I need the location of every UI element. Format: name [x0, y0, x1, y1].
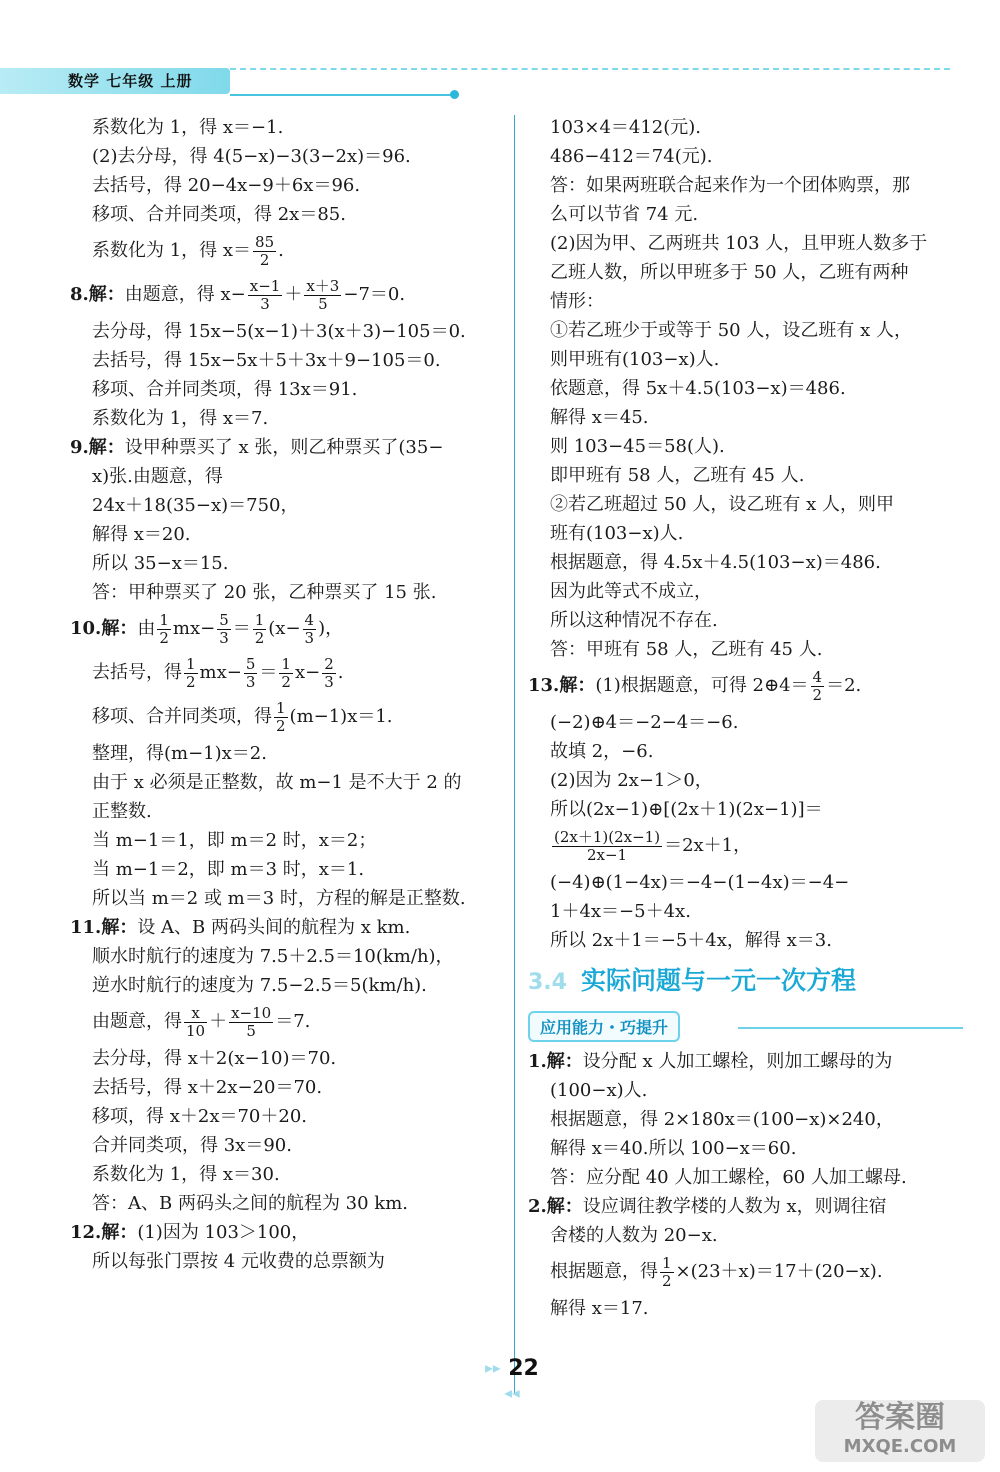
fraction-numerator: 1 [281, 654, 291, 673]
text-line: 乙班人数，所以甲班多于 50 人，乙班有两种 [550, 262, 909, 283]
text-run: ＝2x＋1， [664, 835, 752, 856]
text-line: 整理，得(m−1)x＝2. [92, 743, 267, 764]
text-line: 当 m−1＝1，即 m＝2 时，x＝2； [92, 830, 377, 851]
fraction [274, 700, 288, 735]
watermark-bottom: MXQE.COM [843, 1436, 957, 1457]
text-line: 舍楼的人数为 20−x. [550, 1225, 718, 1246]
text-line: (2)因为 2x−1＞0， [550, 770, 713, 791]
problem-12 [70, 1218, 504, 1247]
text-run: . [337, 662, 344, 683]
text-line: ②若乙班超过 50 人，设乙班有 x 人，则甲 [550, 494, 894, 515]
text-run: (m−1)x＝1. [289, 706, 393, 727]
problem-number: 10.解： [70, 618, 138, 639]
page-arrow-left-icon: ▶▶ [485, 1363, 501, 1375]
text-line: 所以(2x−1)⊕[(2x＋1)(2x−1)]＝ [550, 799, 823, 820]
text-line: 情形： [550, 291, 604, 312]
fraction-numerator: 2 [324, 654, 334, 673]
text-run: 移项、合并同类项，得 [92, 706, 272, 727]
fraction-denominator: 2 [812, 685, 823, 704]
text-line: 解得 x＝17. [550, 1298, 649, 1319]
fraction-denominator: 3 [260, 294, 270, 313]
text-line: (100−x)人. [550, 1080, 648, 1101]
fraction [217, 612, 231, 647]
text-run: (1)因为 103＞100， [137, 1222, 310, 1243]
problem-13 [528, 664, 958, 708]
banner-row [528, 1005, 958, 1047]
text-run: x− [294, 662, 321, 683]
fraction [811, 669, 825, 704]
fraction [322, 656, 336, 691]
text-line: 么可以节省 74 元. [550, 204, 699, 225]
text-line: (−4)⊕(1−4x)＝−4−(1−4x)＝−4− [550, 872, 850, 893]
text-run: ×(23＋x)＝17＋(20−x). [675, 1261, 883, 1282]
text-line: 答：如果两班联合起来作为一个团体购票，那 [550, 175, 910, 196]
fraction-numerator: 1 [276, 698, 286, 717]
problem-10 [70, 607, 504, 651]
fraction-numerator: 5 [245, 654, 256, 673]
banner-line [738, 1027, 963, 1029]
text-line: (2)去分母，得 4(5−x)−3(3−2x)＝96. [92, 146, 411, 167]
text-line: 去括号，得 x＋2x−20＝70. [92, 1077, 323, 1098]
text-line [528, 1250, 958, 1294]
text-line: 正整数. [92, 801, 152, 822]
fraction-denominator: 2 [281, 672, 291, 691]
text-line: 去分母，得 x＋2(x−10)＝70. [92, 1048, 337, 1069]
text-run: (x− [268, 618, 301, 639]
fraction-numerator: x−10 [231, 1003, 272, 1022]
problem-8 [70, 273, 504, 317]
text-line: x)张.由题意，得 [92, 466, 223, 487]
text-run: ＝2. [826, 675, 862, 696]
text-line: 1＋4x＝−5＋4x. [550, 901, 691, 922]
fraction-numerator: 1 [186, 654, 196, 673]
fraction-numerator: 1 [662, 1253, 672, 1272]
text-line: 答：甲种票买了 20 张，乙种票买了 15 张. [92, 582, 437, 603]
fraction-numerator: 1 [254, 610, 265, 629]
text-line: 班有(103−x)人. [550, 523, 684, 544]
fraction [184, 656, 198, 691]
fraction-numerator: 85 [255, 232, 275, 251]
text-run: mx− [172, 618, 216, 639]
fraction [244, 656, 258, 691]
watermark-top: 答案圈 [855, 1400, 945, 1435]
page-number [482, 1356, 542, 1406]
text-run: 设甲种票买了 x 张，则乙种票买了(35− [124, 437, 444, 458]
header-dashed-line [230, 68, 950, 70]
text-line: 合并同类项，得 3x＝90. [92, 1135, 292, 1156]
fraction-denominator: 3 [219, 628, 229, 647]
text-line: 由于 x 必须是正整数，故 m−1 是不大于 2 的 [92, 772, 462, 793]
header-title: 数学 七年级 上册 [68, 72, 193, 90]
text-line: 移项，得 x＋2x＝70＋20. [92, 1106, 308, 1127]
fraction [184, 1005, 207, 1040]
text-line: 所以当 m＝2 或 m＝3 时，方程的解是正整数. [92, 888, 466, 909]
text-run: 由题意，得 x− [124, 284, 246, 305]
fraction-denominator: 2 [159, 628, 169, 647]
text-run: )， [318, 618, 344, 639]
column-divider [514, 115, 515, 1393]
text-line: 则甲班有(103−x)人. [550, 349, 720, 370]
fraction [303, 612, 317, 647]
fraction-denominator: 2 [186, 672, 196, 691]
text-run: 设分配 x 人加工螺栓，则加工螺母的为 [582, 1051, 893, 1072]
text-line [528, 824, 958, 868]
fraction [660, 1255, 674, 1290]
problem-9 [70, 433, 504, 462]
text-line [70, 1000, 504, 1044]
fraction-denominator: 10 [186, 1021, 206, 1040]
text-line: 因为此等式不成立， [550, 581, 712, 602]
section-title: 实际问题与一元一次方程 [580, 966, 856, 995]
text-run: ＋ [209, 1011, 228, 1032]
text-line [70, 695, 504, 739]
text-run: −7＝0. [343, 284, 406, 305]
text-line: 根据题意，得 2×180x＝(100−x)×240， [550, 1109, 894, 1130]
text-run: ＝ [259, 662, 278, 683]
problem-number: 12.解： [70, 1222, 138, 1243]
fraction-denominator: 2x−1 [586, 845, 628, 864]
problem-number: 1.解： [528, 1051, 583, 1072]
text-line: 当 m−1＝2，即 m＝3 时，x＝1. [92, 859, 365, 880]
text-line: 系数化为 1，得 x＝30. [92, 1164, 280, 1185]
problem-number: 11.解： [70, 917, 138, 938]
text-line: 系数化为 1，得 x＝7. [92, 408, 269, 429]
fraction-numerator: 4 [304, 610, 315, 629]
section-banner: 应用能力・巧提升 [528, 1011, 680, 1042]
text-line: 答：应分配 40 人加工螺栓，60 人加工螺母. [550, 1167, 907, 1188]
fraction-numerator: 5 [219, 610, 229, 629]
text-line: 系数化为 1，得 x＝−1. [92, 117, 284, 138]
problem-number: 9.解： [70, 437, 125, 458]
fraction-numerator: x−1 [249, 276, 281, 295]
fraction [253, 612, 267, 647]
fraction-denominator: 5 [318, 294, 328, 313]
text-line: (2)因为甲、乙两班共 103 人，且甲班人数多于 [550, 233, 928, 254]
right-column [528, 113, 958, 1323]
text-line: 答：A、B 两码头之间的航程为 30 km. [92, 1193, 408, 1214]
text-run: ＋ [284, 284, 303, 305]
text-line: 24x＋18(35−x)＝750， [92, 495, 299, 516]
section-heading [528, 961, 958, 1003]
text-run: . [278, 240, 284, 261]
text-line: 根据题意，得 4.5x＋4.5(103−x)＝486. [550, 552, 881, 573]
fraction-denominator: 2 [276, 716, 286, 735]
problem-number: 8.解： [70, 284, 125, 305]
text-line: 答：甲班有 58 人，乙班有 45 人. [550, 639, 823, 660]
text-line: 486−412＝74(元). [550, 146, 713, 167]
text-line: 去括号，得 15x−5x＋5＋3x＋9−105＝0. [92, 350, 441, 371]
text-line: 所以 35−x＝15. [92, 553, 229, 574]
text-line: 移项、合并同类项，得 2x＝85. [92, 204, 346, 225]
fraction [248, 278, 283, 313]
text-line: 即甲班有 58 人，乙班有 45 人. [550, 465, 805, 486]
text-run: 设 A、B 两码头间的航程为 x km. [137, 917, 411, 938]
text-run: 由题意，得 [92, 1011, 182, 1032]
fraction-numerator: x＋3 [306, 276, 340, 295]
fraction-denominator: 5 [246, 1021, 256, 1040]
fraction [304, 278, 341, 313]
page-number-text: 22 [508, 1356, 539, 1381]
header-dot [450, 90, 459, 99]
text-line: 所以 2x＋1＝−5＋4x，解得 x＝3. [550, 930, 832, 951]
fraction-numerator: x [184, 1005, 207, 1023]
text-line [70, 651, 504, 695]
text-line: 故填 2，−6. [550, 741, 654, 762]
fraction-numerator: 1 [159, 610, 169, 629]
fraction-denominator: 3 [245, 672, 256, 691]
text-line: 去括号，得 20−4x−9＋6x＝96. [92, 175, 361, 196]
text-line: 移项、合并同类项，得 13x＝91. [92, 379, 358, 400]
fraction-numerator: (2x＋1)(2x−1) [554, 827, 661, 846]
text-line: 去分母，得 15x−5(x−1)＋3(x＋3)−105＝0. [92, 321, 466, 342]
text-line: 解得 x＝20. [92, 524, 191, 545]
text-run: 系数化为 1，得 x＝ [92, 240, 252, 261]
text-run: ＝ [232, 618, 251, 639]
text-line: 103×4＝412(元). [550, 117, 702, 138]
text-run: 由 [137, 618, 156, 639]
fraction [279, 656, 293, 691]
text-run: 去括号，得 [92, 662, 182, 683]
fraction [157, 612, 171, 647]
fraction [253, 234, 276, 269]
text-line: 解得 x＝45. [550, 407, 649, 428]
text-line [70, 229, 504, 273]
fraction-denominator: 2 [259, 250, 270, 269]
text-line: 所以这种情况不存在. [550, 610, 718, 631]
text-line: (−2)⊕4＝−2−4＝−6. [550, 712, 739, 733]
text-line: 依题意，得 5x＋4.5(103−x)＝486. [550, 378, 846, 399]
section-number: 3.4 [528, 970, 567, 995]
fraction-denominator: 2 [254, 628, 265, 647]
problem-11 [70, 913, 504, 942]
problem-number: 13.解： [528, 675, 596, 696]
fraction [552, 829, 662, 864]
watermark-logo [815, 1400, 985, 1462]
fraction-denominator: 3 [304, 628, 315, 647]
fraction [229, 1005, 273, 1040]
text-line: 所以每张门票按 4 元收费的总票额为 [92, 1251, 385, 1272]
fraction-denominator: 3 [324, 672, 334, 691]
question-2 [528, 1192, 958, 1221]
text-run: ＝7. [275, 1011, 311, 1032]
left-column [70, 113, 504, 1276]
text-line: 解得 x＝40.所以 100−x＝60. [550, 1138, 797, 1159]
text-line: 则 103−45＝58(人). [550, 436, 725, 457]
question-1 [528, 1047, 958, 1076]
problem-number: 2.解： [528, 1196, 583, 1217]
fraction-numerator: 4 [812, 667, 823, 686]
text-run: mx− [199, 662, 242, 683]
text-line: 逆水时航行的速度为 7.5−2.5＝5(km/h). [92, 975, 427, 996]
header-underline [230, 94, 452, 96]
text-run: 设应调往教学楼的人数为 x，则调往宿 [582, 1196, 887, 1217]
text-run: (1)根据题意，可得 2⊕4＝ [595, 675, 809, 696]
fraction-denominator: 2 [662, 1271, 672, 1290]
text-line: ①若乙班少于或等于 50 人，设乙班有 x 人， [550, 320, 912, 341]
page-arrow-right-icon: ◀◀ [504, 1388, 520, 1400]
text-run: 根据题意，得 [550, 1261, 658, 1282]
text-line: 顺水时航行的速度为 7.5＋2.5＝10(km/h)， [92, 946, 454, 967]
